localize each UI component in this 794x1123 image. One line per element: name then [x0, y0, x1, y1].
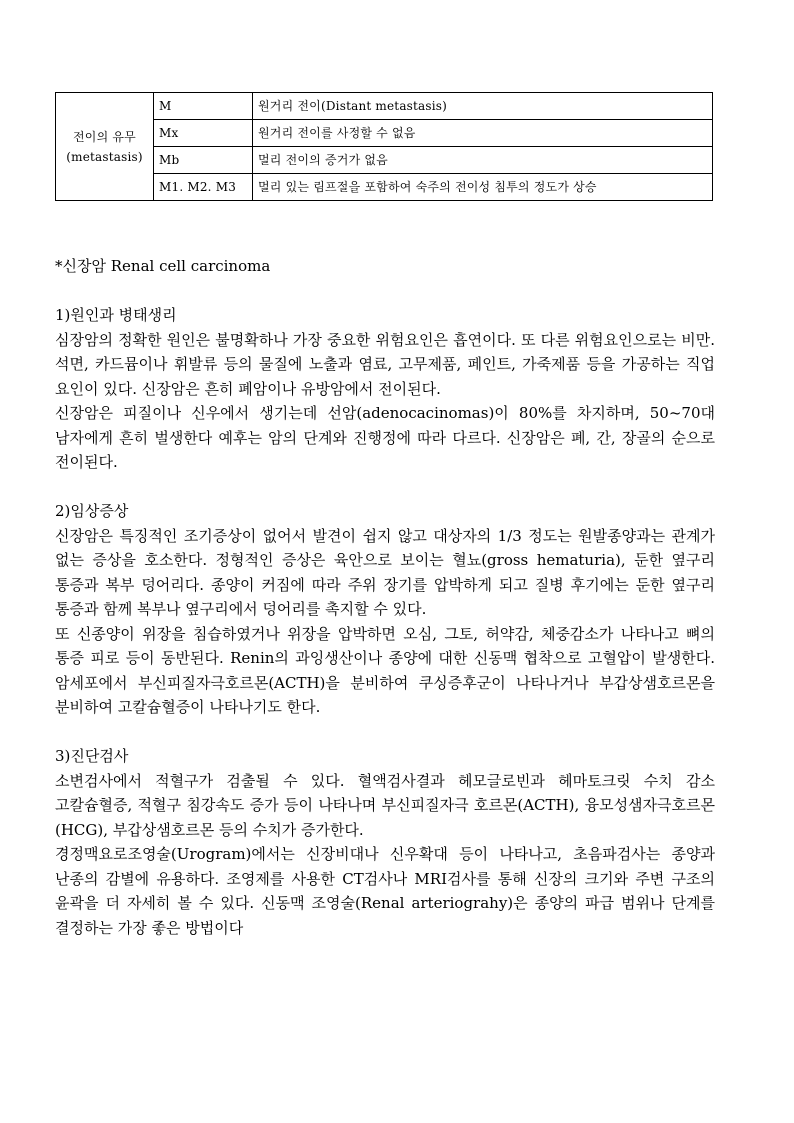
section-heading: 1)원인과 병태생리: [55, 306, 177, 324]
table-code-cell: M: [154, 93, 253, 120]
table-description-cell: 원거리 전이를 사정할 수 없음: [253, 120, 713, 147]
document-body: [55, 254, 715, 965]
paragraph: 신장암은 특징적인 조기증상이 없어서 발견이 쉽지 않고 대상자의 1/3 정도는 원발종양과는 관계가 없는 증상을 호소한다. 정형적인 증상은 육안으로 보이는 혈뇨(gross hematuria), 둔한 옆구리 통증과 복부 덩어리다. 종양이 커짐에 따라 주위 장기를 압박하게 되고 질병 후기에는 둔한 옆구리 통증과 함께 복부나 옆구리에서 덩어리를 촉지할 수 있다.: [55, 526, 716, 618]
section-cause-pathophysiology: [55, 303, 715, 475]
table-row: [56, 174, 713, 201]
table-row: [56, 93, 713, 120]
table-code-cell: Mb: [154, 147, 253, 174]
document-title: *신장암 Renal cell carcinoma: [55, 257, 271, 275]
table-description-cell: 원거리 전이(Distant metastasis): [253, 93, 713, 120]
table-description-cell: 멀리 있는 림프절을 포함하여 숙주의 전이성 침투의 정도가 상승: [253, 174, 713, 201]
section-diagnostic-tests: [55, 744, 715, 940]
table-code-cell: Mx: [154, 120, 253, 147]
table-row: [56, 120, 713, 147]
paragraph: 신장암은 피질이나 신우에서 생기는데 선암(adenocacinomas)이 80%를 차지하며, 50~70대 남자에게 흔히 벌생한다 예후는 암의 단계와 진행정에 따라 다르다. 신장암은 폐, 간, 장골의 순으로 전이된다.: [55, 404, 715, 471]
metastasis-table: [55, 92, 713, 201]
table-description-cell: 멀리 전이의 증거가 없음: [253, 147, 713, 174]
section-clinical-symptoms: [55, 499, 715, 720]
table-header-cell: [56, 93, 154, 201]
table-header-english: (metastasis): [66, 149, 143, 164]
table-code-cell: M1. M2. M3: [154, 174, 253, 201]
section-heading: 2)임상증상: [55, 502, 129, 520]
paragraph: 소변검사에서 적혈구가 검출될 수 있다. 혈액검사결과 헤모글로빈과 헤마토크릿 수치 감소 고칼슘혈증, 적혈구 침강속도 증가 등이 나타나며 부신피질자극 호르몬(ACTH), 융모성샘자극호르몬(HCG), 부갑상샘호르몬 등의 수치가 증가한다.: [55, 771, 715, 839]
paragraph: 심장암의 정확한 원인은 불명확하나 가장 중요한 위험요인은 흡연이다. 또 다른 위험요인으로는 비만. 석면, 카드뮴이나 휘발류 등의 물질에 노출과 염료, 고무제품, 페인트, 가죽제품 등을 가공하는 직업 요인이 있다. 신장암은 흔히 폐암이나 유방암에서 전이된다.: [55, 330, 715, 398]
table-header-korean: 전이의 유무: [73, 129, 136, 144]
section-heading: 3)진단검사: [55, 747, 129, 765]
paragraph: 경정맥요로조영술(Urogram)에서는 신장비대나 신우확대 등이 나타나고, 초음파검사는 종양과 난종의 감별에 유용하다. 조영제를 사용한 CT검사나 MRI검사를 통해 신장의 크기와 주변 구조의 윤곽을 더 자세히 볼 수 있다. 신동맥 조영술(Renal arteriograhy)은 종양의 파급 범위나 단계를 결정하는 가장 좋은 방법이다: [55, 845, 715, 937]
paragraph: 또 신종양이 위장을 침습하였거나 위장을 압박하면 오심, 그토, 허약감, 체중감소가 나타나고 뼈의 통증 피로 등이 동반된다. Renin의 과잉생산이나 종양에 대한 신동맥 협착으로 고혈압이 발생한다. 암세포에서 부신피질자극호르몬(ACTH)을 분비하여 쿠싱증후군이 나타나거나 부갑상샘호르몬을 분비하여 고칼슘혈증이 나타나기도 한다.: [55, 624, 715, 716]
table-row: [56, 147, 713, 174]
